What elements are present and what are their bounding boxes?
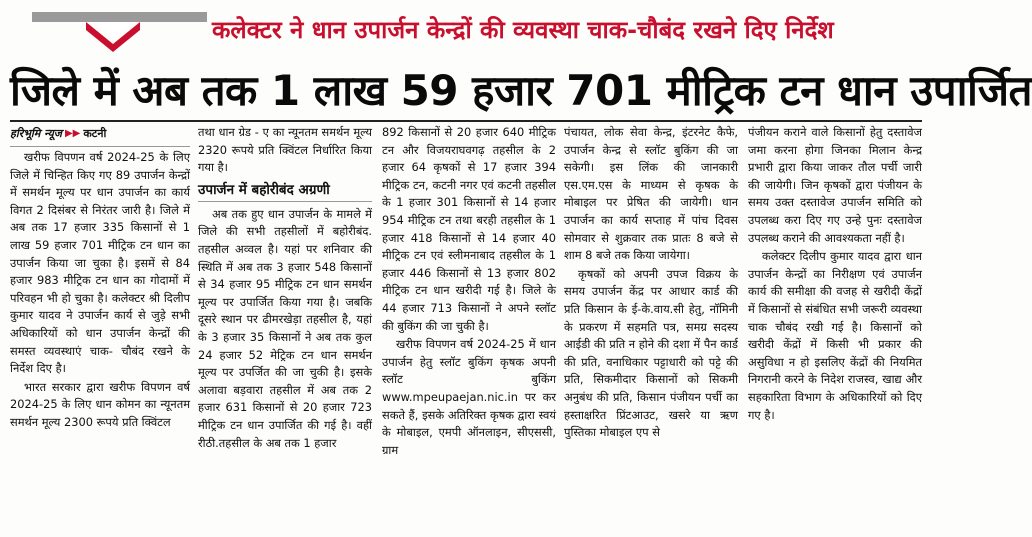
article-column-3 (382, 124, 556, 529)
byline-rule (10, 146, 190, 147)
kicker-headline: कलेक्टर ने धान उपार्जन केन्द्रों की व्यवस्था चाक-चौबंद रखने दिए निर्देश (212, 16, 834, 44)
paragraph: पंजीयन कराने वाले किसानों हेतु दस्तावेज जमा करना होगा जिनका मिलान केन्द्र प्रभारी द्वारा किया जाकर तौल पर्ची जारी की जायेगी। जिन कृषकों द्वारा पंजीयन के समय उक्त दस्तावेज उपार्जन समिति को उपलब्ध करा दिए गए उन्हे पुनः दस्तावेज उपलब्ध कराने की आवश्यकता नहीं है। (748, 125, 922, 245)
chevron-down-icon (86, 22, 140, 52)
subheading: उपार्जन में बहोरीबंद अग्रणी (198, 178, 372, 202)
article-column-2 (198, 124, 372, 529)
byline-place: कटनी (83, 127, 107, 141)
paragraph: अब तक हुए धान उपार्जन के मामले में जिले की सभी तहसीलों में बहोरीबंद. तहसील अव्वल है। यहां पर शनिवार की स्थिति में अब तक 3 हजार 548 किसानों से 34 हजार 95 मीट्रिक टन धान समर्थन मूल्य पर उपार्जित किया गया है। जबकि दूसरे स्थान पर ढीमरखेड़ा तहसील है, यहां के 3 हजार 35 किसानों ने अब तक कुल 24 हजार 52 मेट्रिक टन धान समर्थन मूल्य पर उपर्जित की जा चुकी है। इसके अलावा बड़वारा तहसील में अब तक 2 हजार 631 किसानों से 20 हजार 723 मीट्रिक टन धान उपार्जित की गई है। वहीं रीठी.तहसील के अब तक 1 हजार (198, 206, 372, 450)
masthead-strip (0, 0, 929, 60)
article-column-4 (564, 124, 738, 529)
paragraph: भारत सरकार द्वारा खरीफ विपणन वर्ष 2024-25 के लिए धान कोमन का न्यूनतम समर्थन मूल्य 2300 रूपये प्रति क्विंटल (10, 379, 190, 429)
article-column-1 (10, 124, 190, 529)
byline-source: हरिभूमि न्यूज (10, 127, 62, 141)
paragraph: कलेक्टर दिलीप कुमार यादव द्वारा धान उपार्जन केन्द्रों का निरीक्षण एवं उपार्जन कार्य की समीक्षा की वजह से खरीदी केंद्रों में किसानों से संबंधित सभी जरूरी व्यवस्था चाक चौबंद रखी गई है। किसानों को खरीदी केंद्रों में किसी भी प्रकार की असुविधा न हो इसलिए केंद्रों की नियमित निगरानी करने के निदेश राजस्व, खाद्य और सहकारिता विभाग के अधिकारियों को दिए गए है। (748, 249, 922, 422)
byline (10, 124, 190, 144)
paragraph: खरीफ विपणन वर्ष 2024-25 में धान उपार्जन हेतु स्लॉट बुकिंग कृषक अपनी स्लॉट बुकिंग www.mpeupaejan.nic.in पर कर सकते हैं, इसके अतिरिक्त कृषक द्वारा स्वयं के मोबाइल, एमपी ऑनलाइन, सीएससी, ग्राम (382, 337, 556, 457)
paragraph: कृषकों को अपनी उपज विक्रय के समय उपार्जन केंद्र पर आधार कार्ड की प्रति किसान के ई-के.वाय.सी हेतु, नॉमिनी के प्रकरण में सहमति पत्र, समग्र सदस्य आईडी की प्रति न होने की दशा में पैन कार्ड की प्रति, वनाधिकार पट्टाधारी को पट्टे की प्रति, सिकमीदार किसानों को सिकमी अनुबंध की प्रति, किसान पंजीयन पर्ची का हस्ताक्षरित प्रिंटआउट, खसरे या ऋण पुस्तिका मोबाइल एप से (564, 266, 738, 440)
headline-rule (10, 120, 922, 122)
byline-arrows-icon: ▶▶ (64, 128, 81, 140)
paragraph: तथा धान ग्रेड - ए का न्यूनतम समर्थन मूल्य 2320 रूपये प्रति क्विंटल निर्धारित किया गया है। (198, 125, 372, 175)
main-headline: जिले में अब तक 1 लाख 59 हजार 701 मीट्रिक टन धान उपार्जित (10, 66, 1032, 115)
article-column-5 (748, 124, 922, 529)
paragraph: 892 किसानों से 20 हजार 640 मीट्रिक टन और विजयराघवगढ़ तहसील के 2 हजार 64 कृषकों से 17 हजार 394 मीट्रिक टन, कटनी नगर एवं कटनी तहसील के 1 हजार 301 किसानों से 14 हजार 954 मीट्रिक टन तथा बरही तहसील के 1 हजार 418 किसानों से 14 हजार 40 मीट्रिक टन एवं स्लीमनाबाद तहसील के 1 हजार 446 किसानों से 13 हजार 802 मीट्रिक टन धान खरीदी गई है। जिले के 44 हजार 713 किसानों ने अपने स्लॉट की बुकिंग की जा चुकी है। (382, 125, 556, 333)
decorative-band (32, 12, 207, 22)
paragraph: खरीफ विपणन वर्ष 2024-25 के लिए जिले में चिन्हित किए गए 89 उपार्जन केन्द्रों में समर्थन मूल्य पर धान उपार्जन का कार्य विगत 2 दिसंबर से निरंतर जारी है। जिले में अब तक 17 हजार 335 किसानों से 1 लाख 59 हजार 701 मीट्रिक टन धान का उपार्जन किया जा चुका है। इसमें से 84 हजार 983 मीट्रिक टन धान का गोदामों में परिवहन भी हो चुका है। कलेक्टर श्री दिलीप कुमार यादव ने उपार्जन कार्य से जुड़े सभी अधिकारियों को धान उपार्जन केन्द्रों की समस्त व्यवस्थाएं चाक- चौबंद रखने के निर्देश दिए है। (10, 150, 190, 376)
paragraph: पंचायत, लोक सेवा केन्द्र, इंटरनेट कैफे, उपार्जन केन्द्र से स्लॉट बुकिंग की जा सकेगी। इस लिंक की जानकारी एस.एम.एस के माध्यम से कृषक के मोबाइल पर प्रेषित की जायेगी। धान उपार्जन का कार्य सप्ताह में पांच दिवस सोमवार से शुक्रवार तक प्रातः 8 बजे से शाम 8 बजे तक किया जायेगा। (564, 125, 738, 263)
